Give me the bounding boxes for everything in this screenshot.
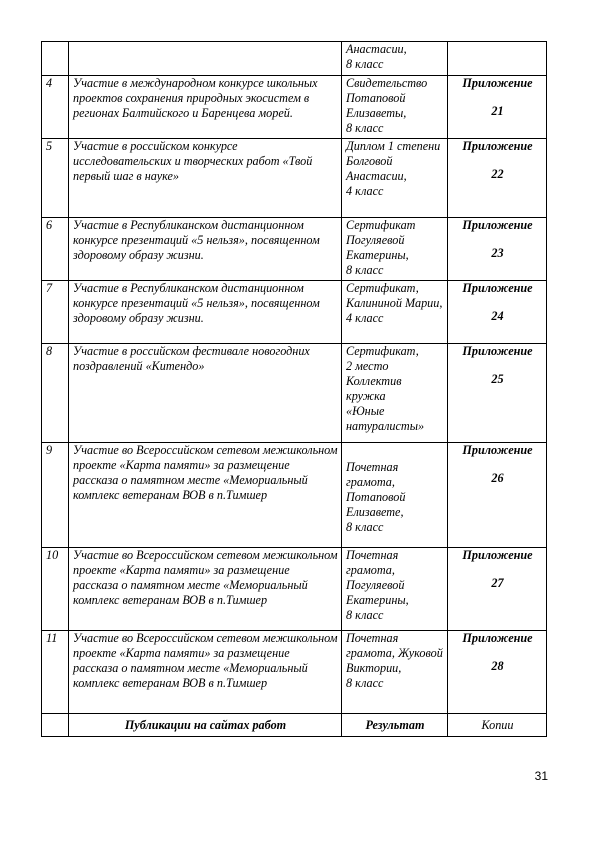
row-description: Участие в российском фестивале новогодних поздравлений «Китендо» <box>69 344 342 443</box>
table-row <box>42 218 547 281</box>
row-number: 4 <box>42 76 69 139</box>
appendix-number: 24 <box>491 309 504 323</box>
row-appendix <box>448 344 547 443</box>
appendix-label: Приложение <box>462 443 533 457</box>
table-row <box>42 281 547 344</box>
appendix-label: Приложение <box>462 139 533 153</box>
row-result <box>342 344 448 443</box>
appendix-number: 27 <box>491 576 504 590</box>
row-number: 8 <box>42 344 69 443</box>
row-result <box>342 42 448 76</box>
row-result <box>342 281 448 344</box>
row-number: 7 <box>42 281 69 344</box>
appendix-label: Приложение <box>462 344 533 358</box>
appendix-label: Приложение <box>462 218 533 232</box>
table-row <box>42 139 547 218</box>
row-result-text: Анастасии, 8 класс <box>346 42 407 71</box>
row-result-text: Свидетельство Потаповой Елизаветы, 8 класс <box>346 76 428 135</box>
row-number: 6 <box>42 218 69 281</box>
table-row <box>42 76 547 139</box>
footer-description: Публикации на сайтах работ <box>69 714 342 737</box>
row-result <box>342 548 448 631</box>
appendix-number: 22 <box>491 167 504 181</box>
table-row <box>42 42 547 76</box>
appendix-label: Приложение <box>462 631 533 645</box>
appendix-number: 21 <box>491 104 504 118</box>
table-row <box>42 443 547 548</box>
footer-number <box>42 714 69 737</box>
appendix-label: Приложение <box>462 76 533 90</box>
row-result-text: Сертификат, 2 место Коллектив кружка «Юные натуралисты» <box>346 344 425 433</box>
row-result-text: Почетная грамота, Жуковой Виктории, 8 класс <box>346 631 443 690</box>
row-result <box>342 76 448 139</box>
row-result-text: Сертификат Погуляевой Екатерины, 8 класс <box>346 218 416 277</box>
table-footer-row <box>42 714 547 737</box>
appendix-label: Приложение <box>462 548 533 562</box>
row-description: Участие во Всероссийском сетевом межшкольном проекте «Карта памяти» за размещение рассказа о памятном месте «Мемориальный комплекс ветеранам ВОВ в п.Тимшер <box>69 443 342 548</box>
row-description: Участие во Всероссийском сетевом межшкольном проекте «Карта памяти» за размещение рассказа о памятном месте «Мемориальный комплекс ветеранам ВОВ в п.Тимшер <box>69 631 342 714</box>
row-description: Участие во Всероссийском сетевом межшкольном проекте «Карта памяти» за размещение рассказа о памятном месте «Мемориальный комплекс ветеранам ВОВ в п.Тимшер <box>69 548 342 631</box>
row-result-text: Почетная грамота, Погуляевой Екатерины, 8 класс <box>346 548 409 622</box>
row-result-text: Почетная грамота, Потаповой Елизавете, 8 класс <box>346 460 406 534</box>
row-number: 9 <box>42 443 69 548</box>
row-appendix <box>448 548 547 631</box>
row-result-text: Сертификат, Калининой Марии, 4 класс <box>346 281 443 325</box>
row-result <box>342 443 448 548</box>
row-description: Участие в международном конкурсе школьных проектов сохранения природных экосистем в регионах Балтийского и Баренцева морей. <box>69 76 342 139</box>
row-result <box>342 139 448 218</box>
row-description: Участие в Республиканском дистанционном конкурсе презентаций «5 нельзя», посвященном здоровому образу жизни. <box>69 218 342 281</box>
row-number <box>42 42 69 76</box>
table-row <box>42 548 547 631</box>
row-appendix <box>448 218 547 281</box>
row-appendix <box>448 76 547 139</box>
row-number: 11 <box>42 631 69 714</box>
appendix-number: 25 <box>491 372 504 386</box>
achievements-table <box>41 41 547 737</box>
row-description <box>69 42 342 76</box>
row-appendix <box>448 281 547 344</box>
footer-appendix: Копии <box>448 714 547 737</box>
row-appendix <box>448 631 547 714</box>
page-number: 31 <box>534 769 548 783</box>
footer-result: Результат <box>342 714 448 737</box>
row-number: 5 <box>42 139 69 218</box>
table-row <box>42 631 547 714</box>
row-appendix <box>448 443 547 548</box>
row-appendix <box>448 139 547 218</box>
appendix-number: 23 <box>491 246 504 260</box>
row-description: Участие в российском конкурсе исследовательских и творческих работ «Твой первый шаг в науке» <box>69 139 342 218</box>
appendix-number: 28 <box>491 659 504 673</box>
row-appendix <box>448 42 547 76</box>
appendix-label: Приложение <box>462 281 533 295</box>
row-result-text: Диплом 1 степени Болговой Анастасии, 4 класс <box>346 139 441 198</box>
row-description: Участие в Республиканском дистанционном конкурсе презентаций «5 нельзя», посвященном здоровому образу жизни. <box>69 281 342 344</box>
row-result <box>342 631 448 714</box>
row-result <box>342 218 448 281</box>
row-number: 10 <box>42 548 69 631</box>
table-row <box>42 344 547 443</box>
appendix-number: 26 <box>491 471 504 485</box>
